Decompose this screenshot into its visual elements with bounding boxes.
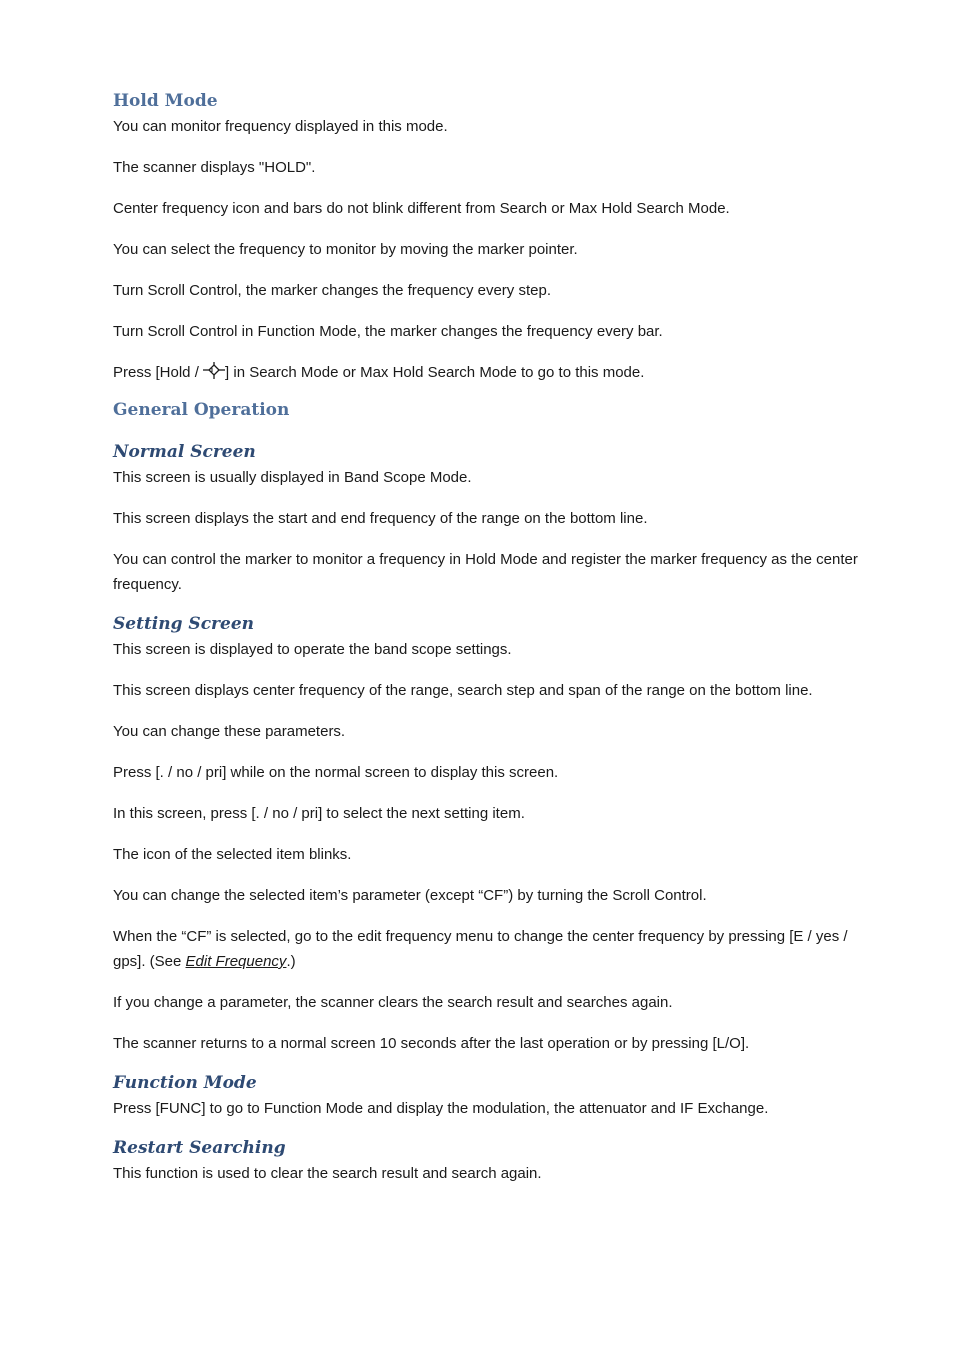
- heading-normal-screen: Normal Screen: [113, 442, 256, 462]
- heading-setting-screen: Setting Screen: [113, 614, 254, 634]
- text-segment: ] in Search Mode or Max Hold Search Mode to go to this mode.: [225, 364, 645, 381]
- setting-screen-paragraph: You can change the selected item’s parameter (except “CF”) by turning the Scroll Control.: [113, 887, 707, 904]
- hold-mode-paragraph: You can monitor frequency displayed in this mode.: [113, 118, 448, 135]
- normal-screen-paragraph: This screen is usually displayed in Band Scope Mode.: [113, 469, 472, 486]
- hold-mode-paragraph: The scanner displays "HOLD".: [113, 159, 316, 176]
- heading-restart-searching: Restart Searching: [113, 1138, 286, 1158]
- hold-mode-paragraph: You can select the frequency to monitor by moving the marker pointer.: [113, 241, 578, 258]
- heading-hold-mode: Hold Mode: [113, 91, 218, 111]
- document-page: [113, 88, 863, 1202]
- hold-mode-paragraph-with-icon: [113, 360, 863, 385]
- heading-function-mode: Function Mode: [113, 1073, 257, 1093]
- restart-searching-paragraph: This function is used to clear the search result and search again.: [113, 1165, 542, 1182]
- setting-screen-paragraph: This screen displays center frequency of the range, search step and span of the range on the bottom line.: [113, 682, 813, 699]
- setting-screen-paragraph-with-link: [113, 924, 863, 974]
- normal-screen-paragraph: You can control the marker to monitor a frequency in Hold Mode and register the marker frequency as the center frequency.: [113, 551, 858, 593]
- text-segment: Press [Hold /: [113, 364, 204, 381]
- setting-screen-paragraph: Press [. / no / pri] while on the normal screen to display this screen.: [113, 764, 559, 781]
- hold-mode-paragraph: Turn Scroll Control in Function Mode, the marker changes the frequency every bar.: [113, 323, 663, 340]
- setting-screen-paragraph: The scanner returns to a normal screen 10 seconds after the last operation or by pressing [L/O].: [113, 1035, 750, 1052]
- hold-mode-paragraph: Turn Scroll Control, the marker changes the frequency every step.: [113, 282, 551, 299]
- setting-screen-paragraph: This screen is displayed to operate the band scope settings.: [113, 641, 512, 658]
- edit-frequency-link[interactable]: Edit Frequency: [185, 953, 287, 970]
- hold-mode-paragraph: Center frequency icon and bars do not blink different from Search or Max Hold Search Mode.: [113, 200, 730, 217]
- setting-screen-paragraph: The icon of the selected item blinks.: [113, 846, 352, 863]
- setting-screen-paragraph: In this screen, press [. / no / pri] to select the next setting item.: [113, 805, 525, 822]
- setting-screen-paragraph: You can change these parameters.: [113, 723, 346, 740]
- normal-screen-paragraph: This screen displays the start and end frequency of the range on the bottom line.: [113, 510, 648, 527]
- setting-screen-paragraph: If you change a parameter, the scanner clears the search result and searches again.: [113, 994, 673, 1011]
- text-segment: When the “CF” is selected, go to the edit frequency menu to change the center frequency by pressing [E / yes / gps]. (See: [113, 928, 848, 970]
- heading-general-operation: General Operation: [113, 400, 290, 420]
- function-mode-paragraph: Press [FUNC] to go to Function Mode and display the modulation, the attenuator and IF Exchange.: [113, 1100, 769, 1117]
- target-crosshair-icon: [203, 362, 225, 380]
- text-segment: .): [286, 953, 296, 970]
